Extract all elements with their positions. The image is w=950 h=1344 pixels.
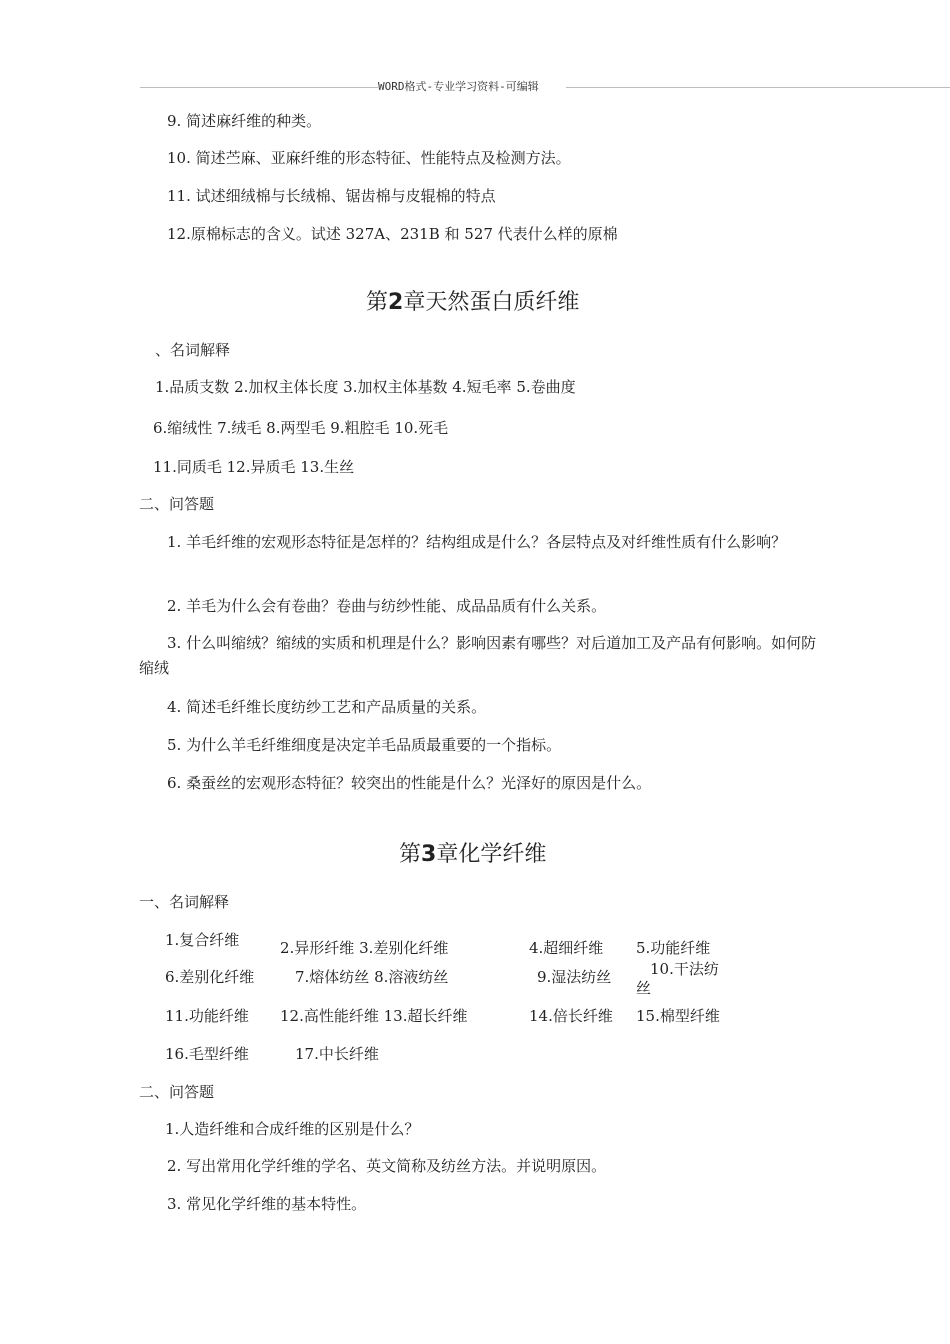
ch3-term-4: 4.超细纤维 <box>529 939 604 957</box>
ch3-term-5: 5.功能纤维 <box>636 939 711 957</box>
ch2-question-6: 6. 桑蚕丝的宏观形态特征？较突出的性能是什么？光泽好的原因是什么。 <box>167 774 652 792</box>
ch2-terms-line-3: 11.同质毛 12.异质毛 13.生丝 <box>153 458 355 476</box>
ch3-question-1: 1.人造纤维和合成纤维的区别是什么？ <box>165 1120 420 1138</box>
ch2-terms-line-1: 1.品质支数 2.加权主体长度 3.加权主体基数 4.短毛率 5.卷曲度 <box>155 378 576 396</box>
ch1-question-11: 11. 试述细绒棉与长绒棉、锯齿棉与皮辊棉的特点 <box>167 187 496 205</box>
ch3-term-7-8: 7.熔体纺丝 8.溶液纺丝 <box>295 968 449 986</box>
ch1-question-12: 12.原棉标志的含义。试述 327A、231B 和 527 代表什么样的原棉 <box>167 225 618 243</box>
ch1-question-9: 9. 简述麻纤维的种类。 <box>167 112 322 130</box>
ch3-term-12-13: 12.高性能纤维 13.超长纤维 <box>280 1007 468 1025</box>
ch2-question-5: 5. 为什么羊毛纤维细度是决定羊毛品质最重要的一个指标。 <box>167 736 562 754</box>
ch3-term-11: 11.功能纤维 <box>165 1007 249 1025</box>
ch2-question-4: 4. 简述毛纤维长度纺纱工艺和产品质量的关系。 <box>167 698 487 716</box>
ch3-term-16: 16.毛型纤维 <box>165 1045 249 1063</box>
chapter-2-title: 第2章天然蛋白质纤维 <box>366 290 580 315</box>
ch2-question-2: 2. 羊毛为什么会有卷曲？卷曲与纺纱性能、成品品质有什么关系。 <box>167 597 607 615</box>
ch3-question-2: 2. 写出常用化学纤维的学名、英文简称及纺丝方法。并说明原因。 <box>167 1157 607 1175</box>
ch2-terms-line-2: 6.缩绒性 7.绒毛 8.两型毛 9.粗腔毛 10.死毛 <box>153 419 449 437</box>
ch3-term-1: 1.复合纤维 <box>165 931 240 949</box>
ch3-terms-heading: 一、名词解释 <box>139 893 230 911</box>
ch3-term-9: 9.湿法纺丝 <box>537 968 612 986</box>
page-header: WORD格式-专业学习资料-可编辑 <box>378 79 566 94</box>
ch3-term-6: 6.差别化纤维 <box>165 968 255 986</box>
ch2-qa-heading: 二、问答题 <box>139 495 215 513</box>
chapter-3-title: 第3章化学纤维 <box>399 842 547 867</box>
ch3-question-3: 3. 常见化学纤维的基本特性。 <box>167 1195 367 1213</box>
ch2-question-1: 1. 羊毛纤维的宏观形态特征是怎样的？结构组成是什么？各层特点及对纤维性质有什么影响？ <box>167 533 787 551</box>
ch3-term-15: 15.棉型纤维 <box>636 1007 720 1025</box>
ch3-term-14: 14.倍长纤维 <box>529 1007 613 1025</box>
ch3-term-10: 10.干法纺丝 <box>636 960 719 997</box>
ch3-term-17: 17.中长纤维 <box>295 1045 379 1063</box>
ch3-qa-heading: 二、问答题 <box>139 1083 215 1101</box>
ch1-question-10: 10. 简述苎麻、亚麻纤维的形态特征、性能特点及检测方法。 <box>167 149 571 167</box>
ch2-question-3: 3. 什么叫缩绒？缩绒的实质和机理是什么？影响因素有哪些？对后道加工及产品有何影响。如何防缩绒 <box>139 634 817 677</box>
ch2-terms-heading: 、名词解释 <box>155 341 231 359</box>
ch3-term-2-3: 2.异形纤维 3.差别化纤维 <box>280 939 449 957</box>
